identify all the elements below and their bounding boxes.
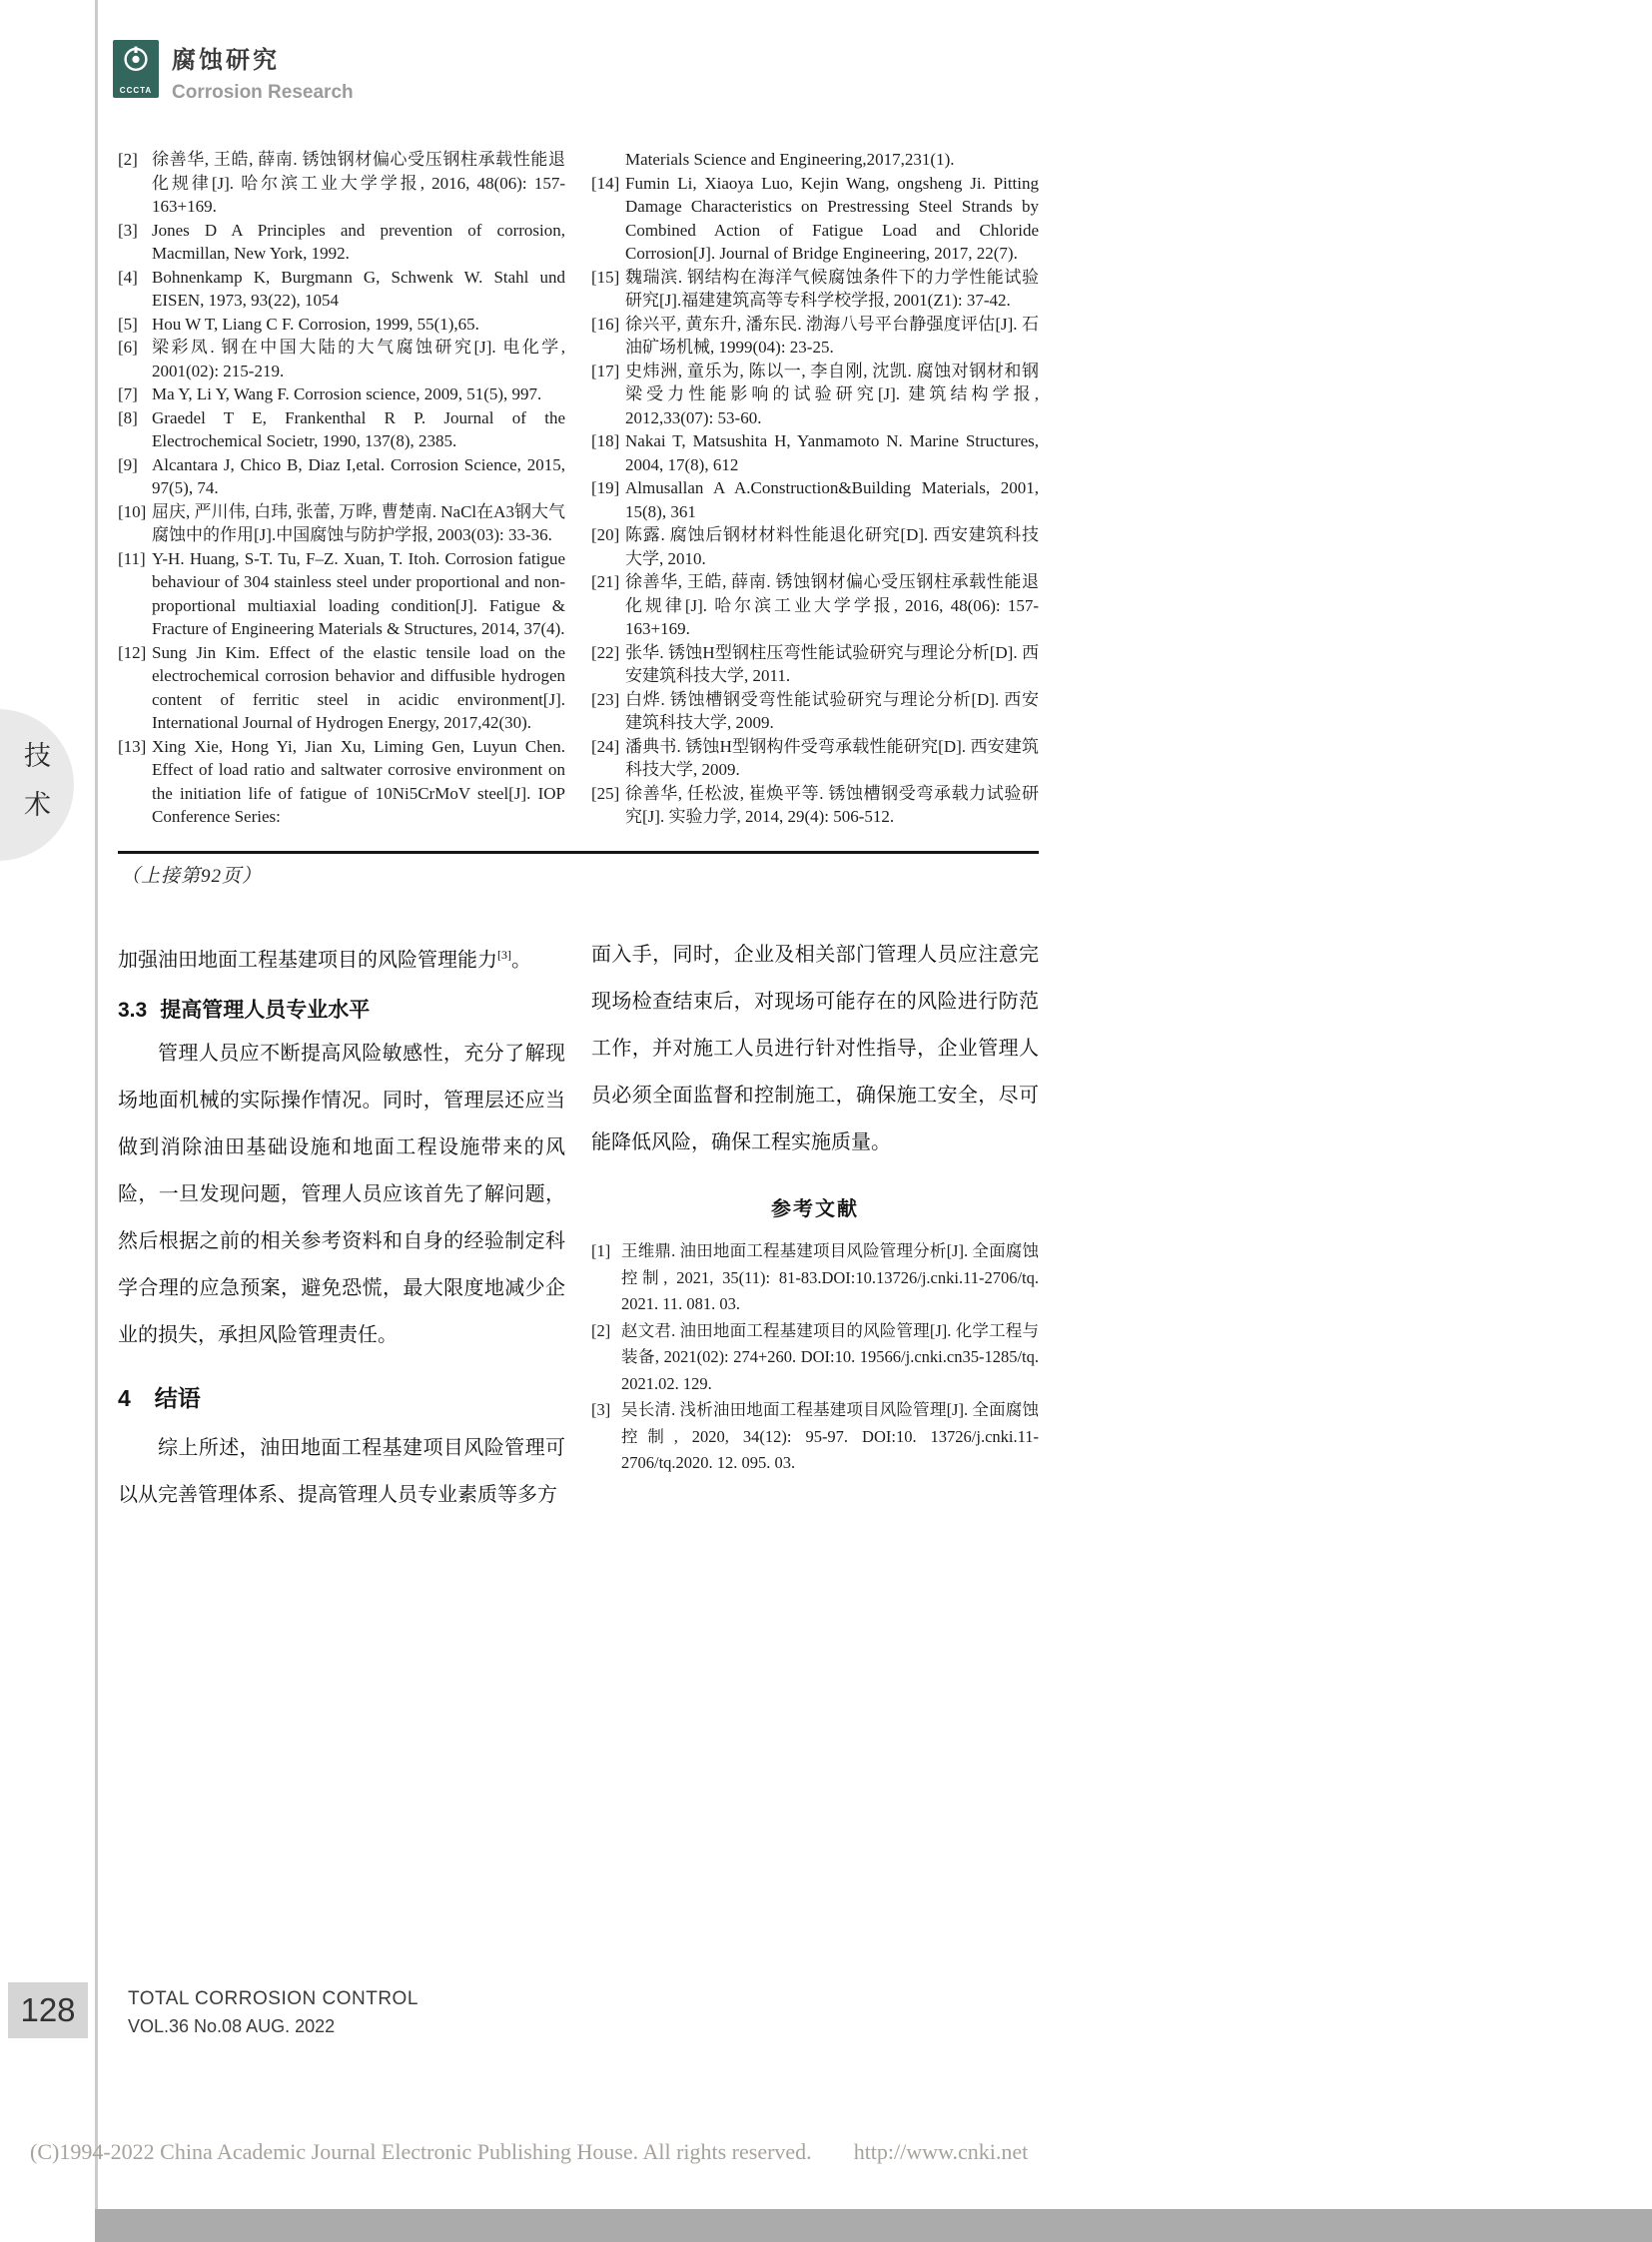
page-number: 128 — [20, 1991, 76, 2028]
reference-item — [591, 1318, 1039, 1398]
reference-item — [591, 476, 1039, 523]
reference-item — [118, 336, 565, 382]
reference-item — [591, 735, 1039, 782]
reference-item — [591, 360, 1039, 430]
reference-number: [2] — [591, 1320, 611, 1340]
page-number-box — [8, 1982, 88, 2038]
reference-text: 徐善华, 王皓, 薛南. 锈蚀钢材偏心受压钢柱承载性能退化规律[J]. 哈尔滨工业大学学报, 2016, 48(06): 157-163+169. — [625, 572, 1039, 638]
reference-item — [591, 782, 1039, 829]
reference-item — [591, 1397, 1039, 1477]
reference-item — [591, 523, 1039, 570]
reference-text: Y-H. Huang, S-T. Tu, F–Z. Xuan, T. Itoh. Corrosion fatigue behaviour of 304 stainless steel under proportional and non-proportional multiaxial loading condition[J]. Fatigue & Fracture of Engineering Materials & Structures, 2014, 37(4). — [152, 548, 565, 638]
lead-paragraph — [118, 932, 565, 985]
reference-number: [8] — [118, 407, 138, 427]
reference-text: Almusallan A A.Construction&Building Materials, 2001, 15(8), 361 — [625, 478, 1039, 521]
journal-header — [113, 40, 354, 104]
reference-item — [118, 219, 565, 266]
reference-item — [118, 148, 565, 219]
left-margin-rule — [95, 0, 98, 2242]
section-badge-label — [24, 734, 51, 822]
reference-text: 白烨. 锈蚀槽钢受弯性能试验研究与理论分析[D]. 西安建筑科技大学, 2009. — [625, 689, 1039, 732]
reference-number: [20] — [591, 525, 620, 544]
body-paragraph-3: 面入手，同时，企业及相关部门管理人员应注意完现场检查结束后，对现场可能存在的风险进行防范工作，并对施工人员进行针对性指导，企业管理人员必须全面监督和控制施工，确保施工安全，尽可能降低风险，确保工程实施质量。 — [591, 944, 1039, 1153]
reference-continuation-line: Materials Science and Engineering,2017,231(1). — [625, 150, 955, 169]
section-heading-4 — [118, 1381, 565, 1415]
reference-item — [118, 266, 565, 313]
reference-item — [591, 172, 1039, 266]
reference-number: [2] — [118, 150, 138, 169]
reference-text: Sung Jin Kim. Effect of the elastic tensile load on the electrochemical corrosion behavior and diffusible hydrogen content of ferritic steel in acidic environment[J]. International Journal of Hydrogen Energy, 2017,42(30). — [152, 642, 565, 732]
reference-text: Alcantara J, Chico B, Diaz I,etal. Corrosion Science, 2015, 97(5), 74. — [152, 454, 565, 497]
copyright-line — [30, 2139, 1028, 2165]
reference-text: Xing Xie, Hong Yi, Jian Xu, Liming Gen, Luyun Chen. Effect of load ratio and saltwater corrosive environment on the initiation life of fatigue of 10Ni5CrMoV steel[J]. IOP Conference Series: — [152, 736, 565, 826]
reference-item — [118, 641, 565, 735]
reference-text: 梁彩凤. 钢在中国大陆的大气腐蚀研究[J]. 电化学, 2001(02): 215-219. — [152, 338, 565, 380]
reference-number: [12] — [118, 642, 147, 662]
reference-number: [17] — [591, 361, 620, 380]
section-heading-3-3 — [118, 991, 565, 1031]
reference-number: [10] — [118, 501, 147, 521]
section-number: 4 — [118, 1384, 131, 1411]
reference-text: 徐兴平, 黄东升, 潘东民. 渤海八号平台静强度评估[J]. 石油矿场机械, 1999(04): 23-25. — [625, 314, 1039, 357]
reference-item — [591, 688, 1039, 735]
reference-number: [1] — [591, 1241, 611, 1260]
reference-number: [16] — [591, 314, 620, 334]
reference-text: 吴长清. 浅析油田地面工程基建项目风险管理[J]. 全面腐蚀控制, 2020, 34(12): 95-97. DOI:10. 13726/j.cnki.11-2706/tq.2020. 12. 095. 03. — [621, 1400, 1039, 1472]
lead-tail: 。 — [511, 949, 531, 972]
reference-text: 徐善华, 任松波, 崔焕平等. 锈蚀槽钢受弯承载力试验研究[J]. 实验力学, 2014, 29(4): 506-512. — [625, 783, 1039, 826]
reference-text: 王维鼎. 油田地面工程基建项目风险管理分析[J]. 全面腐蚀控制, 2021, 35(11): 81-83.DOI:10.13726/j.cnki.11-2706/tq. 2021. 11. 081. 03. — [621, 1241, 1039, 1313]
references-top-section — [118, 148, 1039, 829]
reference-item — [591, 429, 1039, 476]
reference-number: [18] — [591, 431, 620, 450]
reference-text: 赵文君. 油田地面工程基建项目的风险管理[J]. 化学工程与装备, 2021(02): 274+260. DOI:10. 19566/j.cnki.cn35-1285/tq. 2021.02. 129. — [621, 1320, 1039, 1393]
article-references-heading: 参考文献 — [771, 1198, 859, 1220]
logo-text: CCCTA — [119, 86, 153, 95]
footer-journal-name: TOTAL CORROSION CONTROL — [128, 1988, 418, 2009]
references-right-column — [591, 148, 1039, 829]
reference-item — [118, 500, 565, 547]
bottom-edge-strip — [95, 2209, 1652, 2242]
article-body — [118, 932, 1039, 1519]
reference-item — [118, 313, 565, 337]
body-paragraph-1: 管理人员应不断提高风险敏感性，充分了解现场地面机械的实际操作情况。同时，管理层还应当做到消除油田基础设施和地面工程设施带来的风险，一旦发现问题，管理人员应该首先了解问题，然后根据之前的相关参考资料和自身的经验制定科学合理的应急预案，避免恐慌，最大限度地减少企业的损失，承担风险管理责任。 — [118, 1042, 565, 1346]
reference-number: [25] — [591, 783, 620, 803]
badge-char-1: 技 — [24, 741, 51, 771]
reference-text: Nakai T, Matsushita H, Yanmamoto N. Marine Structures, 2004, 17(8), 612 — [625, 431, 1039, 474]
reference-text: Graedel T E, Frankenthal R P. Journal of the Electrochemical Societr, 1990, 137(8), 2385. — [152, 407, 565, 450]
lead-text: 加强油田地面工程基建项目的风险管理能力 — [118, 949, 497, 972]
badge-char-2: 术 — [24, 790, 51, 820]
cccta-logo — [113, 40, 159, 98]
reference-item — [118, 453, 565, 500]
journal-titles — [172, 40, 354, 104]
citation-superscript: [3] — [497, 948, 511, 962]
references-left-column — [118, 148, 565, 829]
cnki-url: http://www.cnki.net — [853, 2139, 1029, 2164]
reference-number: [9] — [118, 454, 138, 474]
section-number: 3.3 — [118, 998, 148, 1022]
reference-number: [19] — [591, 478, 620, 497]
reference-item — [591, 570, 1039, 641]
reference-text: 张华. 锈蚀H型钢柱压弯性能试验研究与理论分析[D]. 西安建筑科技大学, 2011. — [625, 642, 1039, 685]
reference-item — [118, 547, 565, 641]
footer-volume-info: VOL.36 No.08 AUG. 2022 — [128, 2016, 336, 2036]
reference-item — [118, 382, 565, 406]
reference-number: [3] — [591, 1400, 611, 1419]
article-left-column — [118, 932, 565, 1519]
footer-journal-info — [128, 1988, 418, 2037]
continued-from-note: （上接第92页） — [121, 866, 263, 887]
reference-text: 魏瑞滨. 钢结构在海洋气候腐蚀条件下的力学性能试验研究[J].福建建筑高等专科学校学报, 2001(Z1): 37-42. — [625, 267, 1039, 310]
copyright-text: (C)1994-2022 China Academic Journal Electronic Publishing House. All rights reserved. — [30, 2139, 812, 2164]
body-paragraph-2: 综上所述，油田地面工程基建项目风险管理可以从完善管理体系、提高管理人员专业素质等多方 — [118, 1436, 565, 1506]
section-title: 结语 — [154, 1384, 201, 1411]
reference-text: 徐善华, 王皓, 薛南. 锈蚀钢材偏心受压钢柱承载性能退化规律[J]. 哈尔滨工业大学学报, 2016, 48(06): 157-163+169. — [152, 150, 565, 216]
reference-item — [118, 735, 565, 829]
reference-item — [591, 1238, 1039, 1318]
reference-text: 陈露. 腐蚀后钢材材料性能退化研究[D]. 西安建筑科技大学, 2010. — [625, 525, 1039, 568]
reference-text: Jones D A Principles and prevention of corrosion, Macmillan, New York, 1992. — [152, 220, 565, 263]
reference-number: [4] — [118, 267, 138, 287]
reference-number: [3] — [118, 220, 138, 240]
article-right-column — [591, 932, 1039, 1519]
reference-number: [11] — [118, 548, 146, 568]
reference-number: [6] — [118, 338, 138, 357]
reference-number: [24] — [591, 736, 620, 756]
reference-text: Ma Y, Li Y, Wang F. Corrosion science, 2009, 51(5), 997. — [152, 384, 542, 403]
reference-item — [118, 406, 565, 453]
reference-text: 史炜洲, 童乐为, 陈以一, 李自刚, 沈凯. 腐蚀对钢材和钢梁受力性能影响的试验研究[J]. 建筑结构学报, 2012,33(07): 53-60. — [625, 361, 1039, 427]
reference-number: [7] — [118, 384, 138, 403]
reference-text: Bohnenkamp K, Burgmann G, Schwenk W. Stahl und EISEN, 1973, 93(22), 1054 — [152, 267, 565, 310]
section-title: 提高管理人员专业水平 — [160, 998, 371, 1022]
reference-number: [14] — [591, 173, 620, 193]
reference-item — [591, 266, 1039, 313]
reference-item — [591, 313, 1039, 360]
section-divider-rule — [118, 851, 1039, 854]
journal-title-cn: 腐蚀研究 — [172, 47, 280, 74]
reference-number: [21] — [591, 572, 620, 591]
reference-text: 屈庆, 严川伟, 白玮, 张蕾, 万晔, 曹楚南. NaCl在A3钢大气腐蚀中的作用[J].中国腐蚀与防护学报, 2003(03): 33-36. — [152, 501, 565, 544]
article-references-list — [591, 1238, 1039, 1477]
reference-text: 潘典书. 锈蚀H型钢构件受弯承载性能研究[D]. 西安建筑科技大学, 2009. — [625, 736, 1039, 779]
reference-number: [22] — [591, 642, 620, 662]
reference-text: Fumin Li, Xiaoya Luo, Kejin Wang, ongsheng Ji. Pitting Damage Characteristics on Prestressing Steel Strands by Combined Action of Fatigue Load and Chloride Corrosion[J]. Journal of Bridge Engineering, 2017, 22(7). — [625, 173, 1039, 263]
reference-number: [15] — [591, 267, 620, 287]
reference-number: [5] — [118, 314, 138, 334]
references-right-list — [591, 172, 1039, 829]
reference-text: Hou W T, Liang C F. Corrosion, 1999, 55(1),65. — [152, 314, 479, 334]
reference-number: [13] — [118, 736, 147, 756]
journal-title-en: Corrosion Research — [172, 82, 354, 103]
cccta-logo-icon — [120, 44, 152, 78]
reference-number: [23] — [591, 689, 620, 709]
reference-item — [591, 641, 1039, 688]
